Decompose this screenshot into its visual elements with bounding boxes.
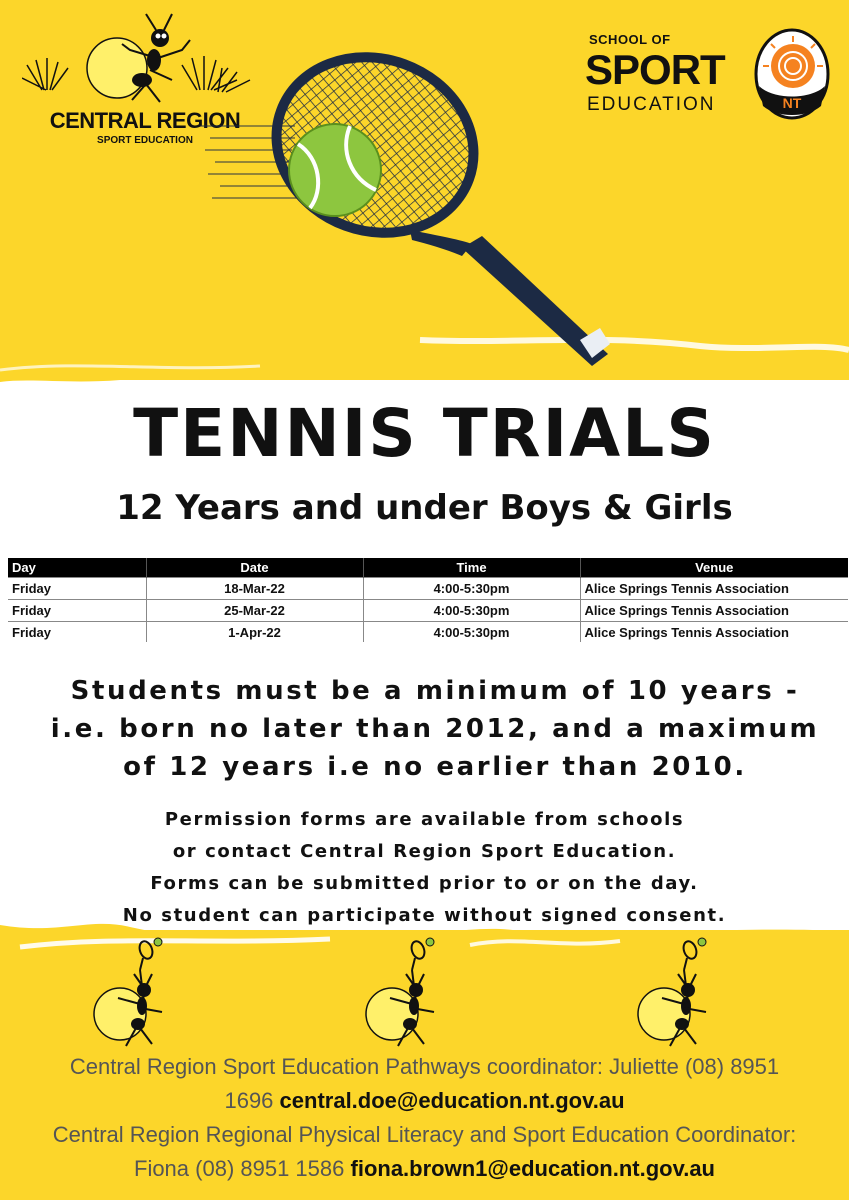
cell-day: Friday [8,599,146,621]
cell-time: 4:00-5:30pm [363,577,580,599]
eligibility-line: of 12 years i.e no earlier than 2010. [123,752,747,782]
logo-right-school-of: SCHOOL OF [589,32,671,47]
header-venue: Venue [580,558,848,577]
contact-line [0,1084,849,1118]
cell-date: 1-Apr-22 [146,621,363,642]
header-time: Time [363,558,580,577]
schedule-table [8,558,848,642]
contact-info [0,1050,849,1186]
logo-left-name: CENTRAL REGION [49,108,241,133]
eligibility-line: Students must be a minimum of 10 years - [70,676,800,706]
tennis-racket-icon [200,40,630,370]
header-date: Date [146,558,363,577]
contact-line: Central Region Sport Education Pathways coordinator: Juliette (08) 8951 [69,1054,780,1079]
permission-line: Forms can be submitted prior to or on the day. [150,873,699,894]
table-header-row [8,558,848,577]
table-row [8,599,848,621]
nt-badge-text: NT [782,95,802,111]
permission-line: Permission forms are available from schools [164,809,685,830]
page-title: TENNIS TRIALS [133,395,716,472]
cell-date: 18-Mar-22 [146,577,363,599]
fiona-email-link[interactable]: fiona.brown1@education.nt.gov.au [350,1156,715,1181]
nt-badge-icon [753,28,831,120]
table-row [8,577,848,599]
contact-fiona-phone: Fiona (08) 8951 1586 [134,1156,351,1181]
cell-day: Friday [8,621,146,642]
cell-time: 4:00-5:30pm [363,599,580,621]
contact-line [0,1152,849,1186]
schedule-table-wrapper [0,558,849,642]
cell-date: 25-Mar-22 [146,599,363,621]
ant-tennis-mascot-icon [88,932,188,1052]
eligibility-line: i.e. born no later than 2012, and a maximum [50,714,820,744]
permission-line: No student can participate without signed consent. [122,905,727,926]
ant-tennis-mascot-icon [632,932,732,1052]
header-day: Day [8,558,146,577]
contact-phone-tail: 1696 [224,1088,280,1113]
cell-venue: Alice Springs Tennis Association [580,621,848,642]
logo-left-sub: SPORT EDUCATION [97,135,193,146]
page-subtitle: 12 Years and under Boys & Girls [116,488,733,528]
cell-day: Friday [8,577,146,599]
ant-tennis-mascot-icon [360,932,460,1052]
permission-line: or contact Central Region Sport Education. [172,841,677,862]
logo-right-sport: SPORT [585,46,725,93]
cell-time: 4:00-5:30pm [363,621,580,642]
contact-line: Central Region Regional Physical Literacy and Sport Education Coordinator: [52,1122,797,1147]
permission-text [0,804,849,932]
logo-right-education: EDUCATION [587,94,716,115]
table-row [8,621,848,642]
cell-venue: Alice Springs Tennis Association [580,599,848,621]
central-email-link[interactable]: central.doe@education.nt.gov.au [279,1088,625,1113]
eligibility-text [20,672,849,786]
cell-venue: Alice Springs Tennis Association [580,577,848,599]
